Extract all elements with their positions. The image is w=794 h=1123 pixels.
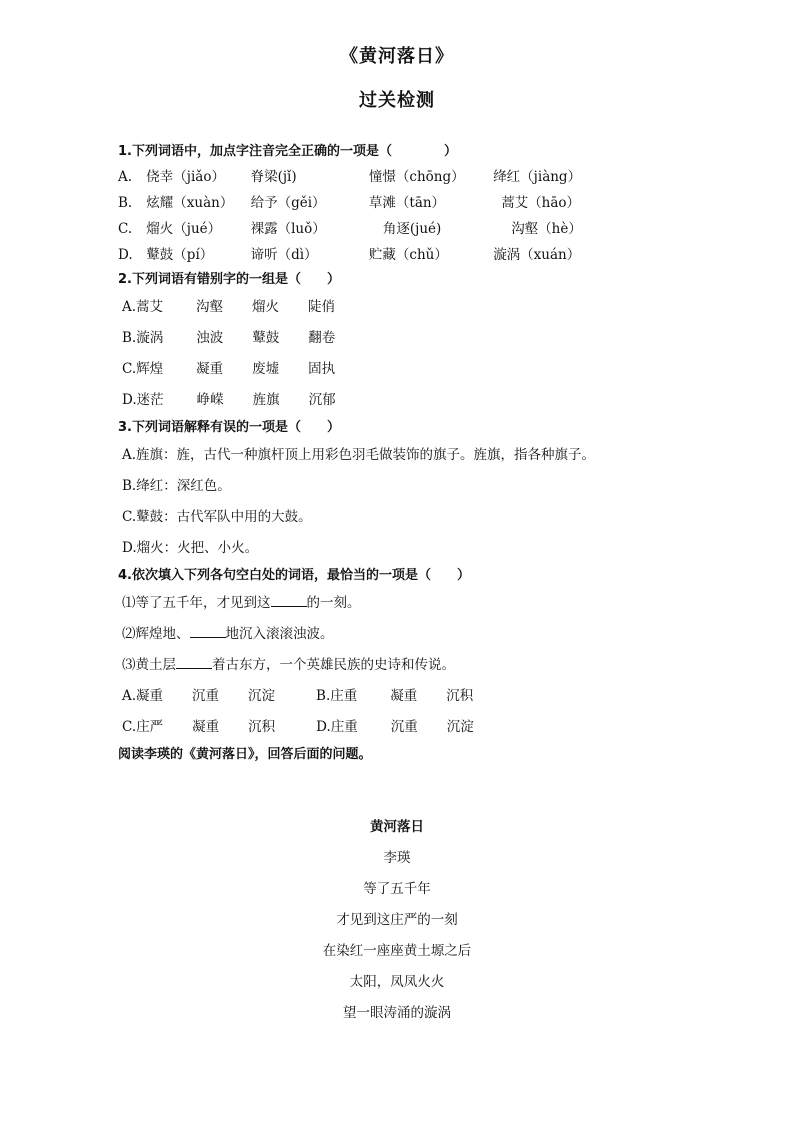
poem-line: 太阳，凤凤火火 bbox=[349, 974, 445, 990]
question-3-stem: 3.下列词语解释有误的一项是（ ） bbox=[118, 420, 340, 435]
poem-title: 黄河落日 bbox=[370, 819, 424, 835]
question-2-option-c: C.辉煌 凝重 废墟 固执 bbox=[122, 361, 336, 377]
question-4-sentence-2: ⑵辉煌地、 地沉入滚滚浊波。 bbox=[118, 619, 718, 650]
fill-blank bbox=[190, 623, 226, 638]
question-3-option-b: B.绛红：深红色。 bbox=[122, 478, 231, 494]
question-3-option-a: A.旌旗：旌，古代一种旗杆顶上用彩色羽毛做装饰的旗子。旌旗，指各种旗子。 bbox=[122, 447, 596, 463]
question-3-option-c: C.鼙鼓：古代军队中用的大鼓。 bbox=[122, 509, 312, 525]
document-subtitle: 过关检测 bbox=[359, 90, 435, 111]
question-1-option-b: B. 炫耀（xuàn） 给予（gěi） 草滩（tān） 蒿艾（hāo） bbox=[118, 195, 581, 211]
document-title: 《黄河落日》 bbox=[340, 46, 454, 67]
question-4-options-cd: C.庄严 凝重 沉积 D.庄重 沉重 沉淀 bbox=[122, 719, 474, 735]
question-2-option-d: D.迷茫 峥嵘 旌旗 沉郁 bbox=[122, 392, 336, 408]
question-4-stem: 4.依次填入下列各句空白处的词语，最恰当的一项是（ ） bbox=[118, 568, 470, 583]
question-4-sentence-3: ⑶黄土层 着古东方，一个英雄民族的史诗和传说。 bbox=[118, 650, 718, 681]
poem bbox=[0, 812, 794, 1029]
question-1-option-a: A. 侥幸（jiǎo） 脊梁(jǐ) 憧憬（chōng） 绛红（jiàng） bbox=[118, 169, 582, 185]
fill-blank bbox=[271, 592, 307, 607]
poem-line: 在染红一座座黄土塬之后 bbox=[322, 943, 472, 959]
question-1-stem: 1.下列词语中，加点字注音完全正确的一项是（ ） bbox=[118, 144, 457, 159]
question-4-sentence-1: ⑴等了五千年，才见到这 的一刻。 bbox=[118, 588, 718, 619]
question-2-stem: 2.下列词语有错别字的一组是（ ） bbox=[118, 272, 340, 287]
question-2-option-a: A.蒿艾 沟壑 熘火 陡俏 bbox=[122, 299, 336, 315]
question-1-option-c: C. 熘火（jué） 裸露（luǒ） 角逐(jué) 沟壑（hè） bbox=[118, 221, 582, 237]
question-3-option-d: D.熘火：火把、小火。 bbox=[122, 540, 259, 556]
question-2-option-b: B.漩涡 浊波 鼙鼓 翻卷 bbox=[122, 330, 336, 346]
fill-blank bbox=[176, 654, 212, 669]
poem-line: 望一眼涛涌的漩涡 bbox=[343, 1005, 451, 1021]
question-list bbox=[118, 140, 718, 767]
poem-line: 等了五千年 bbox=[363, 881, 431, 897]
poem-line: 才见到这庄严的一刻 bbox=[336, 912, 458, 928]
question-4-options-ab: A.凝重 沉重 沉淀 B.庄重 凝重 沉积 bbox=[122, 688, 474, 704]
question-1-option-d: D. 鼙鼓（pí） 谛听（dì） 贮藏（chǔ） 漩涡（xuán） bbox=[118, 247, 581, 263]
poem-author: 李瑛 bbox=[383, 850, 411, 866]
reading-prompt: 阅读李瑛的《黄河落日》，回答后面的问题。 bbox=[118, 747, 372, 762]
